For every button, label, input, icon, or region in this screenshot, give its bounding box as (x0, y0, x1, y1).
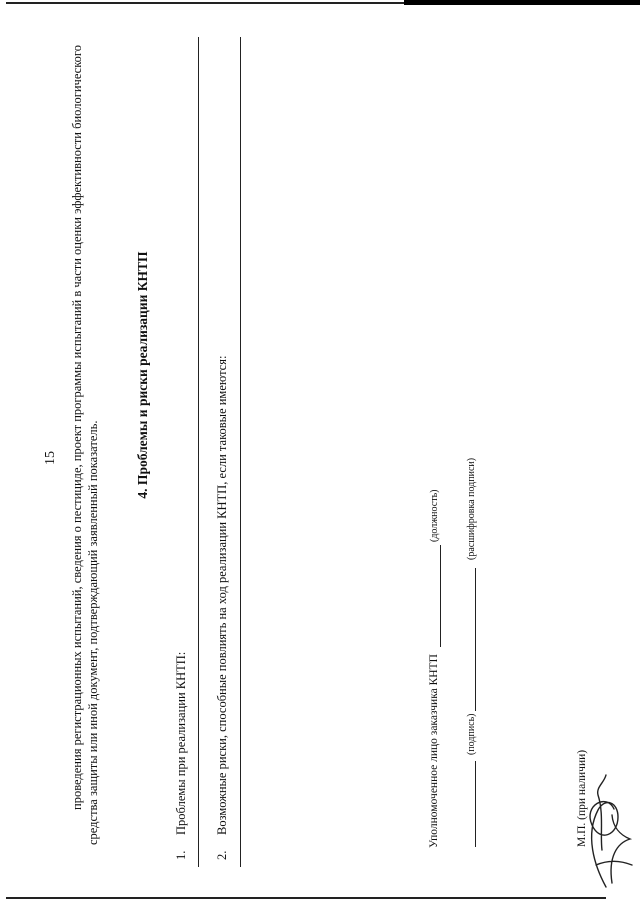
seal-label: М.П. (при наличии) (576, 749, 588, 847)
list-item-number: 1. (174, 850, 188, 860)
position-caption: (должность) (429, 489, 440, 542)
authorized-person-label: Уполномоченное лицо заказчика КНТП (428, 654, 440, 848)
section-heading: 4. Проблемы и риски реализации КНТП (135, 251, 150, 499)
paragraph-line-2: средства защиты или иной документ, подтверждающий заявленный показатель. (86, 420, 100, 845)
paragraph-line-1: проведения регистрационных испытаний, сведения о пестициде, проект программы испытаний в части оценки эффективности биологического (70, 45, 84, 810)
list-item-text: Возможные риски, способные повлиять на ход реализации КНТП, если таковые имеются: (215, 355, 229, 835)
list-item-text: Проблемы при реализации КНТП: (174, 651, 188, 835)
page-number: 15 (43, 451, 58, 465)
list-item-number: 2. (215, 850, 229, 860)
signature-caption: (подпись) (466, 713, 477, 755)
decoding-caption: (расшифровка подписи) (466, 457, 477, 560)
